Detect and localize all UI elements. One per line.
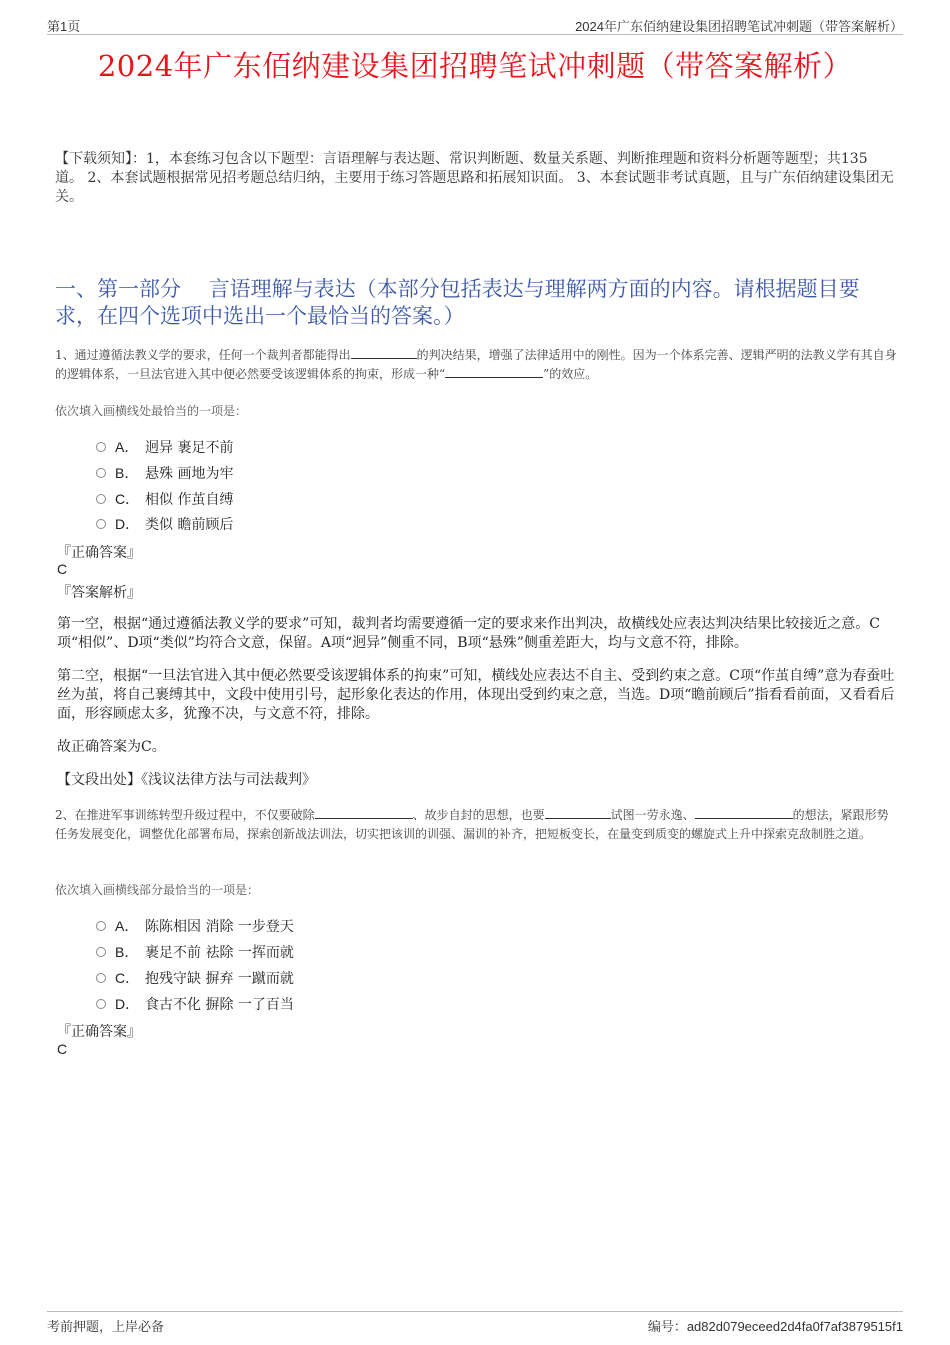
q2-blank-2 — [545, 806, 611, 819]
q1-text-part-b: 的判决结果，增强了法律适用中的刚性。因为一个体系完善、逻辑严明的法教义学有其自身的逻辑体系，一旦法官进入其中便必然要受该逻辑体系的拘束，形成一种“ — [55, 348, 897, 381]
document-title: 2024年广东佰纳建设集团招聘笔试冲刺题（带答案解析） — [97, 49, 853, 83]
q1-analysis-2: 第二空，根据“一旦法官进入其中便必然要受该逻辑体系的拘束”可知，横线处应表达不自主、受到约束之意。C项“作茧自缚”意为春蚕吐丝为茧，将自己裹缚其中，文段中使用引号，起形象化表达的作用，体现出受到约束之意，当选。D项“瞻前顾后”指看看前面，又看看后面，形容顾虑太多，犹豫不决，与文意不符，排除。 — [57, 668, 895, 722]
page-header — [47, 14, 903, 35]
q2-answer-label: 『正确答案』 — [57, 1024, 141, 1040]
question-1-text — [55, 346, 897, 384]
radio-icon[interactable] — [96, 519, 106, 529]
option-text: 食古不化 摒除 一了百当 — [145, 997, 294, 1013]
q2-option-c[interactable] — [96, 968, 294, 988]
q1-text-part-c: ”的效应。 — [543, 367, 598, 381]
radio-icon[interactable] — [96, 947, 106, 957]
option-text: 悬殊 画地为牢 — [145, 466, 234, 482]
option-letter: A． — [115, 918, 139, 934]
option-text: 裹足不前 祛除 一挥而就 — [145, 945, 294, 961]
footer-code-label: 编号： — [647, 1320, 687, 1335]
option-letter: D． — [115, 516, 140, 532]
option-letter: B． — [115, 465, 139, 481]
q1-answer: C — [57, 561, 68, 577]
footer-code-value: ad82d079eceed2d4fa0f7af3879515f1 — [686, 1319, 903, 1334]
q1-blank-1 — [351, 346, 417, 359]
q2-instruction: 依次填入画横线部分最恰当的一项是： — [55, 883, 260, 897]
header-doc-name: 2024年广东佰纳建设集团招聘笔试冲刺题（带答案解析） — [575, 19, 903, 34]
q1-option-b[interactable] — [96, 463, 233, 483]
option-letter: D． — [115, 996, 140, 1012]
radio-icon[interactable] — [96, 468, 106, 478]
q2-text-part-a: 2、在推进军事训练转型升级过程中，不仅要破除 — [55, 808, 315, 822]
radio-icon[interactable] — [96, 973, 106, 983]
radio-icon[interactable] — [96, 442, 106, 452]
page-number: 第1页 — [47, 19, 81, 34]
q1-option-c[interactable] — [96, 489, 233, 509]
q1-option-d[interactable] — [96, 514, 233, 534]
radio-icon[interactable] — [96, 921, 106, 931]
q2-option-d[interactable] — [96, 994, 294, 1014]
download-notice: 【下载须知】：1，本套练习包含以下题型：言语理解与表达题、常识判断题、数量关系题、判断推理题和资料分析题等题型；共135道。 2、本套试题根据常见招考题总结归纳，主要用于练习答题思路和拓展知识面。 3、本套试题非考试真题，且与广东佰纳建设集团无关。 — [55, 151, 894, 205]
question-2-text — [55, 806, 897, 844]
q1-option-a[interactable] — [96, 437, 233, 457]
option-letter: C． — [115, 970, 140, 986]
q2-option-a[interactable] — [96, 916, 294, 936]
q2-text-part-d: 的想法，紧跟形势任务发展变化，调整优化部署布局，探索创新战法训法，切实把该训的训强、漏训的补齐，把短板变长，在量变到质变的螺旋式上升中探索克敌制胜之道。 — [55, 808, 889, 841]
q1-answer-label: 『正确答案』 — [57, 545, 141, 561]
option-letter: B． — [115, 944, 139, 960]
option-text: 相似 作茧自缚 — [145, 492, 234, 508]
q2-text-part-c: 试图一劳永逸、 — [610, 808, 695, 822]
option-text: 陈陈相因 消除 一步登天 — [145, 919, 294, 935]
option-letter: A． — [115, 439, 139, 455]
q2-blank-1 — [315, 806, 413, 819]
q2-answer: C — [57, 1041, 68, 1057]
q1-source: 【文段出处】《浅议法律方法与司法裁判》 — [57, 772, 316, 788]
option-text: 迥异 裹足不前 — [145, 440, 234, 456]
q1-text-part-a: 1、通过遵循法教义学的要求，任何一个裁判者都能得出 — [55, 348, 351, 362]
radio-icon[interactable] — [96, 494, 106, 504]
footer-slogan: 考前押题，上岸必备 — [47, 1320, 165, 1335]
option-letter: C． — [115, 491, 140, 507]
q1-analysis-label: 『答案解析』 — [57, 585, 141, 601]
footer-code — [648, 1316, 903, 1335]
q1-conclusion: 故正确答案为C。 — [57, 739, 166, 755]
option-text: 抱残守缺 摒弃 一蹴而就 — [145, 971, 294, 987]
q2-option-b[interactable] — [96, 942, 294, 962]
q1-instruction: 依次填入画横线处最恰当的一项是： — [55, 404, 248, 418]
q1-analysis-1: 第一空，根据“通过遵循法教义学的要求”可知，裁判者均需要遵循一定的要求来作出判决，故横线处应表达判决结果比较接近之意。C项“相似”、D项“类似”均符合文意，保留。A项“迥异”侧重不同，B项“悬殊”侧重差距大，均与文意不符，排除。 — [57, 616, 881, 651]
section-heading: 一、第一部分 言语理解与表达（本部分包括表达与理解两方面的内容。请根据题目要求，在四个选项中选出一个最恰当的答案。） — [55, 277, 860, 328]
page-footer — [47, 1311, 903, 1336]
option-text: 类似 瞻前顾后 — [145, 517, 234, 533]
q1-blank-2 — [445, 365, 543, 378]
radio-icon[interactable] — [96, 999, 106, 1009]
q2-blank-3 — [695, 806, 793, 819]
q2-text-part-b: 、故步自封的思想，也要 — [412, 808, 545, 822]
